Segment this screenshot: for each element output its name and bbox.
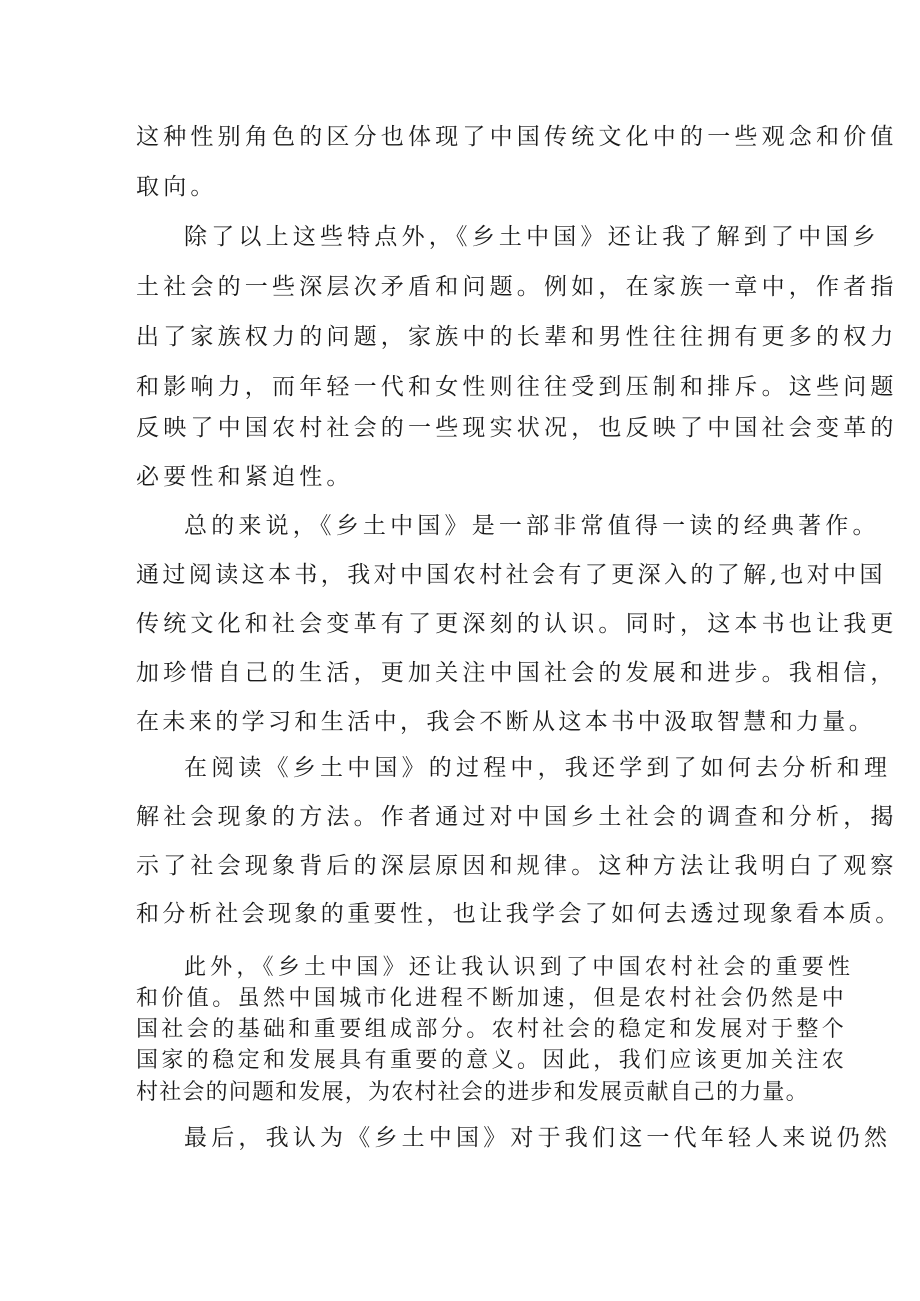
text-line: 通过阅读这本书，我对中国农村社会有了更深入的了解,也对中国 bbox=[136, 562, 886, 588]
text-line: 此外，《乡土中国》还让我认识到了中国农村社会的重要性 bbox=[184, 955, 855, 980]
text-line: 土社会的一些深层次矛盾和问题。例如，在家族一章中，作者指 bbox=[136, 274, 898, 300]
text-line: 国家的稳定和发展具有重要的意义。因此，我们应该更加关注农 bbox=[136, 1048, 848, 1073]
text-line: 这种性别角色的区分也体现了中国传统文化中的一些观念和价值 bbox=[136, 124, 898, 150]
text-line: 必要性和紧迫性。 bbox=[136, 464, 354, 490]
text-line: 最后，我认为《乡土中国》对于我们这一代年轻人来说仍然 bbox=[184, 1125, 892, 1151]
text-line: 在未来的学习和生活中，我会不断从这本书中汲取智慧和力量。 bbox=[136, 709, 876, 735]
text-line: 反映了中国农村社会的一些现实状况，也反映了中国社会变革的 bbox=[136, 415, 898, 441]
text-line: 总的来说，《乡土中国》是一部非常值得一读的经典著作。 bbox=[184, 513, 880, 539]
text-line: 国社会的基础和重要组成部分。农村社会的稳定和发展对于整个 bbox=[136, 1017, 848, 1042]
text-line: 村社会的问题和发展，为农村社会的进步和发展贡献自己的力量。 bbox=[136, 1080, 809, 1105]
text-line: 和价值。虽然中国城市化进程不断加速，但是农村社会仍然是中 bbox=[136, 986, 848, 1011]
text-line: 在阅读《乡土中国》的过程中，我还学到了如何去分析和理 bbox=[184, 755, 892, 781]
text-line: 解社会现象的方法。作者通过对中国乡土社会的调查和分析，揭 bbox=[136, 804, 898, 830]
text-line: 示了社会现象背后的深层原因和规律。这种方法让我明白了观察 bbox=[136, 853, 898, 879]
text-line: 和分析社会现象的重要性，也让我学会了如何去透过现象看本质。 bbox=[136, 901, 902, 927]
text-line: 取向。 bbox=[136, 174, 218, 200]
text-line: 传统文化和社会变革有了更深刻的认识。同时，这本书也让我更 bbox=[136, 611, 898, 637]
text-line: 除了以上这些特点外，《乡土中国》还让我了解到了中国乡 bbox=[184, 224, 880, 250]
text-line: 加珍惜自己的生活，更加关注中国社会的发展和进步。我相信， bbox=[136, 660, 898, 686]
text-line: 和影响力，而年轻一代和女性则往往受到压制和排斥。这些问题 bbox=[136, 374, 898, 400]
text-line: 出了家族权力的问题，家族中的长辈和男性往往拥有更多的权力 bbox=[136, 324, 898, 350]
